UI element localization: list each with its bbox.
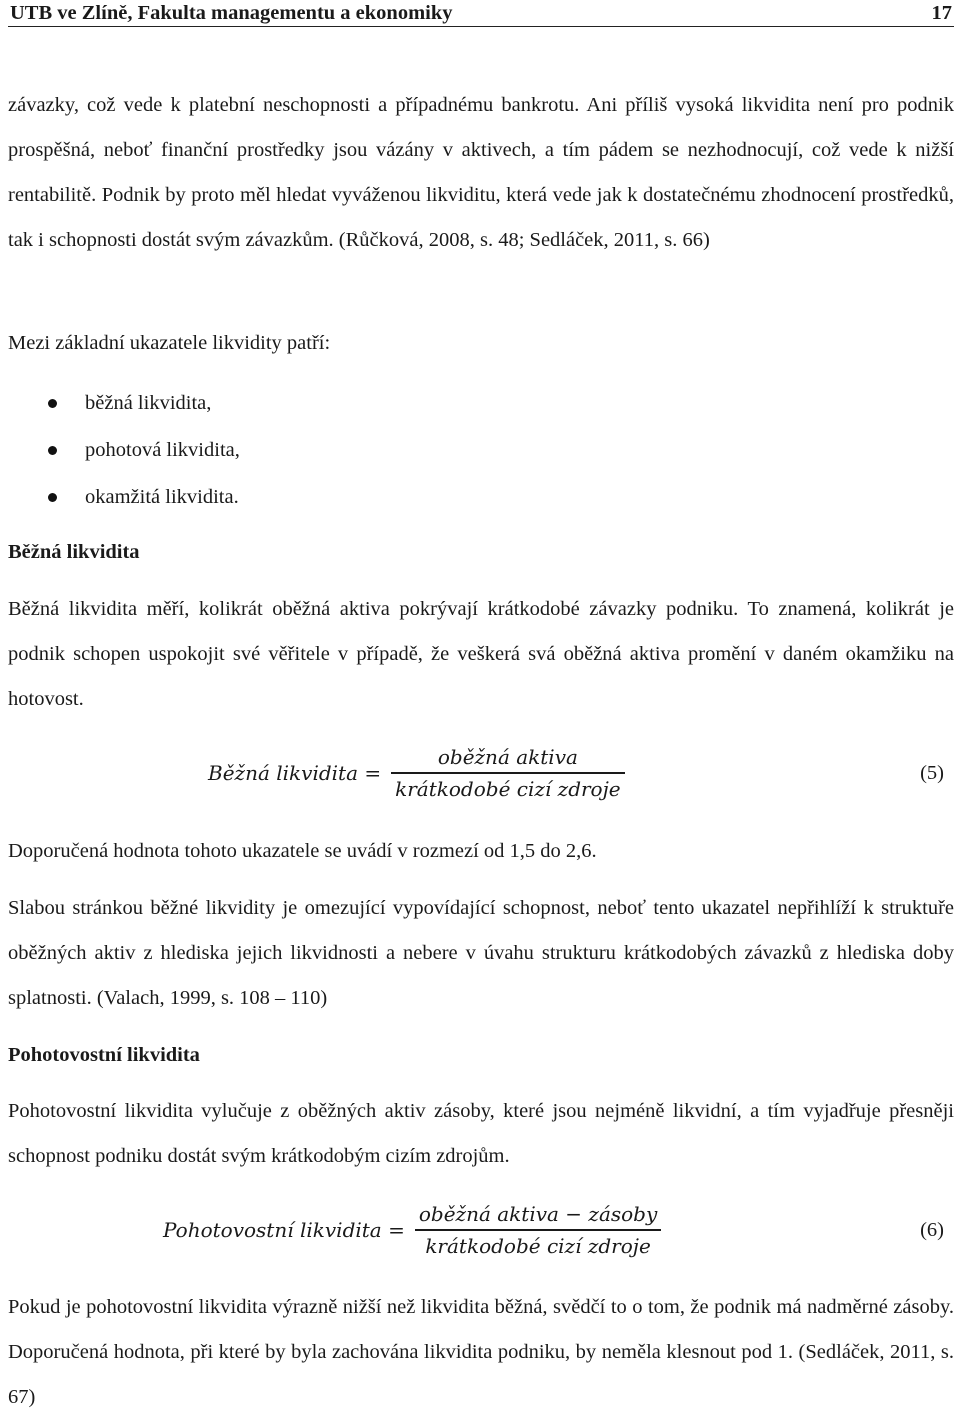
bullet-icon (48, 493, 57, 502)
list-item (8, 427, 608, 474)
denominator: krátkodobé cizí zdroje (395, 776, 621, 801)
equation-current-ratio (8, 738, 954, 808)
page-header (8, 0, 954, 27)
current-ratio-paragraph-3: Slabou stránkou běžné likvidity je omezující vypovídající schopnost, neboť tento ukazatel nepřihlíží k struktuře oběžných aktiv z hlediska jejich likvidnosti a nebere v úvahu strukturu krátkodobých závazků z hlediska doby splatnosti. (Valach, 1999, s. 108 – 110) (8, 897, 954, 1009)
equation-lhs: Běžná likvidita = (208, 761, 382, 785)
numerator: oběžná aktiva (437, 745, 578, 770)
list-item (8, 380, 608, 427)
fraction (415, 1202, 661, 1258)
header-title: UTB ve Zlíně, Fakulta managementu a ekonomiky (10, 2, 453, 24)
bullet-icon (48, 399, 57, 408)
quick-ratio-paragraph-2: Pokud je pohotovostní likvidita výrazně nižší než likvidita běžná, svědčí to o tom, že podnik má nadměrné zásoby. Doporučená hodnota, při které by byla zachována likvidita podniku, by neměla klesnout pod 1. (Sedláček, 2011, s. 67) (8, 1296, 954, 1408)
list-item-text: pohotová likvidita, (85, 439, 240, 461)
quick-ratio-paragraph-1: Pohotovostní likvidita vylučuje z oběžných aktiv zásoby, které jsou nejméně likvidní, a tím vyjadřuje přesněji schopnost podniku dostát svým krátkodobým cizím zdrojům. (8, 1100, 954, 1167)
section-heading-current-ratio: Běžná likvidita (8, 541, 140, 563)
bullet-icon (48, 446, 57, 455)
fraction (391, 745, 625, 801)
current-ratio-paragraph-1: Běžná likvidita měří, kolikrát oběžná aktiva pokrývají krátkodobé závazky podniku. To znamená, kolikrát je podnik schopen uspokojit své věřitele v případě, že veškerá svá oběžná aktiva promění v daném okamžiku na hotovost. (8, 598, 954, 710)
numerator: oběžná aktiva − zásoby (418, 1202, 658, 1227)
equation-number: (5) (920, 762, 944, 784)
equation-quick-ratio (8, 1195, 954, 1265)
list-item (8, 474, 608, 521)
list-item-text: okamžitá likvidita. (85, 486, 239, 508)
current-ratio-paragraph-2: Doporučená hodnota tohoto ukazatele se uvádí v rozmezí od 1,5 do 2,6. (8, 840, 597, 862)
equation-number: (6) (920, 1219, 944, 1241)
intro-paragraph: závazky, což vede k platební neschopnosti a případnému bankrotu. Ani příliš vysoká likvidita není pro podnik prospěšná, neboť finanční prostředky jsou vázány v aktivech, a tím pádem se nezhodnocují, což vede k nižší rentabilitě. Podnik by proto měl hledat vyváženou likviditu, která vede jak k dostatečnému zhodnocení prostředků, tak i schopnosti dostát svým závazkům. (Růčková, 2008, s. 48; Sedláček, 2011, s. 66) (8, 94, 954, 251)
section-heading-quick-ratio: Pohotovostní likvidita (8, 1044, 200, 1066)
equation-lhs: Pohotovostní likvidita = (163, 1218, 405, 1242)
indicator-list (8, 380, 608, 521)
denominator: krátkodobé cizí zdroje (425, 1233, 651, 1258)
list-intro: Mezi základní ukazatele likvidity patří: (8, 332, 331, 354)
list-item-text: běžná likvidita, (85, 392, 212, 414)
page-number: 17 (931, 2, 952, 24)
